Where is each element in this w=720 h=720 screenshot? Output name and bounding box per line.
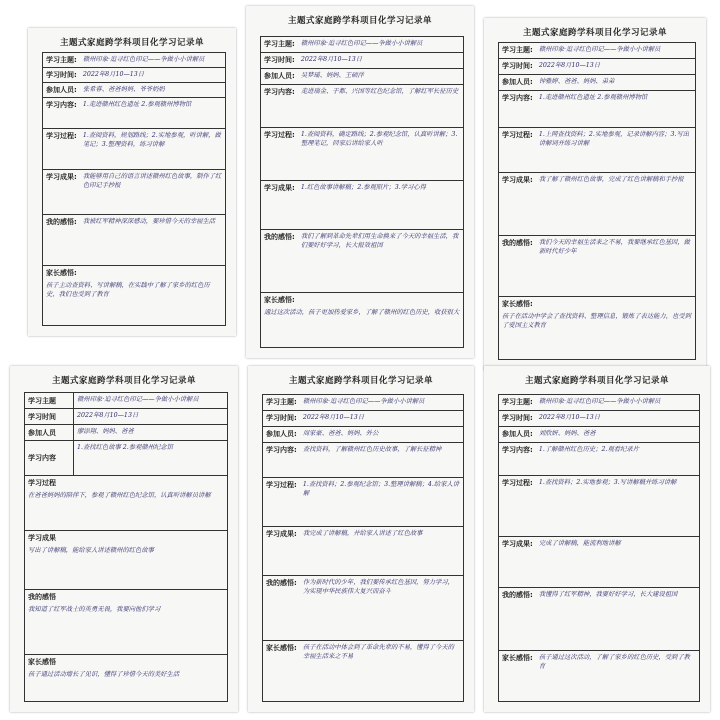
sheet-title: 主题式家庭跨学科项目化学习记录单 bbox=[522, 28, 667, 38]
label-participants: 参加人员: bbox=[46, 86, 77, 94]
row-outcome bbox=[43, 170, 225, 215]
value-participants: 周家豪、爸爸、妈妈、外公 bbox=[302, 430, 379, 437]
row-my-reflection bbox=[261, 230, 463, 293]
row-content bbox=[499, 91, 695, 128]
sheet-title: 主题式家庭跨学科项目化学习记录单 bbox=[51, 376, 196, 386]
row-process bbox=[499, 128, 695, 173]
label-content: 学习内容: bbox=[502, 94, 533, 102]
row-process bbox=[43, 129, 225, 170]
label-participants: 参加人员: bbox=[502, 430, 533, 438]
row-time bbox=[25, 409, 227, 425]
record-form bbox=[42, 52, 226, 326]
row-participants bbox=[263, 427, 463, 443]
row-outcome bbox=[499, 537, 699, 588]
row-outcome bbox=[499, 173, 695, 236]
value-content: 走进瑞金、于都、兴国等红色纪念馆，了解红军长征历史 bbox=[300, 88, 459, 95]
value-topic: 赣州印象·追寻红色印记——争做小小讲解员 bbox=[300, 40, 423, 47]
value-participants: 廖添翔、妈妈、爸爸 bbox=[77, 428, 134, 435]
label-outcome: 学习成果: bbox=[266, 530, 297, 538]
label-time: 学习时间 bbox=[25, 409, 74, 424]
value-outcome: 我了解了赣州红色故事，完成了红色讲解稿和手抄报 bbox=[538, 176, 684, 183]
label-participants: 参加人员: bbox=[264, 72, 295, 80]
row-parent-reflection bbox=[499, 651, 699, 701]
label-content: 学习内容 bbox=[25, 441, 74, 475]
row-topic bbox=[25, 393, 227, 409]
row-content bbox=[263, 443, 463, 478]
value-time: 2022年8月10—13日 bbox=[82, 71, 145, 78]
row-time bbox=[43, 68, 225, 83]
value-outcome: 我能够用自己的语言讲述赣州红色故事，制作了红色印记手抄报 bbox=[82, 173, 222, 190]
label-outcome: 学习成果: bbox=[264, 184, 295, 192]
value-my-reflection: 我们了解到革命先辈们用生命换来了今天的幸福生活，我们要好好学习，长大报效祖国 bbox=[300, 233, 459, 250]
row-participants bbox=[499, 75, 695, 91]
row-process bbox=[261, 128, 463, 181]
record-form bbox=[498, 394, 700, 702]
value-my-reflection: 我们今天的幸福生活来之不易，我要继承红色基因，做新时代好少年 bbox=[538, 239, 690, 256]
value-process: 1.查找资料；2.实地参观；3.写讲解稿并练习讲解 bbox=[538, 479, 677, 486]
value-topic: 赣州印象·追寻红色印记——争做小小讲解员 bbox=[538, 398, 661, 405]
row-participants bbox=[499, 427, 699, 443]
label-process: 学习过程: bbox=[502, 131, 533, 139]
value-participants: 张希睿、爸爸妈妈、爷爷奶奶 bbox=[82, 86, 165, 93]
row-time bbox=[261, 53, 463, 69]
row-topic bbox=[499, 43, 695, 59]
label-process: 学习过程 bbox=[28, 479, 56, 487]
value-my-reflection: 我知道了红军战士的英勇无畏，我要向他们学习 bbox=[28, 606, 161, 613]
label-content: 学习内容: bbox=[264, 88, 295, 96]
record-form bbox=[262, 394, 464, 702]
sheet-title: 主题式家庭跨学科项目化学习记录单 bbox=[288, 376, 433, 386]
value-time: 2022年8月10—13日 bbox=[77, 412, 139, 419]
row-my-reflection bbox=[43, 215, 225, 266]
value-time: 2022年8月10—13日 bbox=[538, 414, 601, 421]
row-topic bbox=[263, 395, 463, 411]
label-outcome: 学习成果: bbox=[46, 173, 77, 181]
row-participants bbox=[261, 69, 463, 85]
value-my-reflection: 我懂得了红军精神，我要好好学习，长大建设祖国 bbox=[538, 591, 678, 598]
record-form bbox=[24, 392, 228, 702]
row-time bbox=[499, 59, 695, 75]
value-participants: 钟雅婷、爸爸、妈妈、弟弟 bbox=[538, 78, 615, 85]
value-content: 1.查找红色故事 2.参观赣州纪念馆 bbox=[77, 444, 173, 451]
value-time: 2022年8月10—13日 bbox=[538, 62, 601, 69]
record-form bbox=[498, 42, 696, 360]
row-content bbox=[499, 443, 699, 476]
row-time bbox=[499, 411, 699, 427]
row-parent-reflection bbox=[263, 641, 463, 701]
record-sheet-5 bbox=[248, 366, 474, 712]
value-participants: 吴梦瑶、妈妈、王硕洋 bbox=[300, 72, 364, 79]
sheet-title: 主题式家庭跨学科项目化学习记录单 bbox=[59, 38, 204, 48]
label-parent-reflection: 家长感悟: bbox=[502, 654, 533, 662]
value-topic: 赣州印象·追寻红色印记——争做小小讲解员 bbox=[82, 56, 205, 63]
row-participants bbox=[25, 425, 227, 441]
value-topic: 赣州印象·追寻红色印记——争做小小讲解员 bbox=[302, 398, 425, 405]
value-outcome: 我完成了讲解稿，并给家人讲述了红色故事 bbox=[302, 530, 423, 537]
label-outcome: 学习成果: bbox=[502, 176, 533, 184]
label-outcome: 学习成果 bbox=[28, 534, 56, 542]
label-my-reflection: 我的感悟: bbox=[266, 579, 297, 587]
value-content: 查找资料，了解赣州红色历史故事，了解长征精神 bbox=[302, 446, 442, 453]
record-sheet-3 bbox=[484, 18, 706, 370]
value-parent-reflection: 孩子主动查资料、写讲解稿，在实践中了解了家乡的红色历史，我们也受到了教育 bbox=[46, 282, 210, 299]
record-sheet-1 bbox=[28, 28, 236, 336]
label-topic: 学习主题: bbox=[502, 46, 533, 54]
value-content: 1.走进赣州红色遗址 2.参观赣州博物馆 bbox=[82, 101, 192, 108]
value-my-reflection: 作为新时代的少年，我们要传承红色基因，努力学习，为实现中华民族伟大复兴而奋斗 bbox=[302, 579, 454, 596]
label-outcome: 学习成果: bbox=[502, 540, 533, 548]
row-my-reflection bbox=[499, 588, 699, 651]
row-participants bbox=[43, 83, 225, 98]
label-time: 学习时间: bbox=[502, 62, 533, 70]
label-parent-reflection: 家长感悟: bbox=[264, 296, 295, 304]
record-sheet-6 bbox=[484, 366, 710, 712]
value-my-reflection: 我被红军精神深深感动，要珍惜今天的幸福生活 bbox=[82, 218, 216, 225]
label-participants: 参加人员: bbox=[266, 430, 297, 438]
label-topic: 学习主题: bbox=[46, 56, 77, 64]
value-topic: 赣州印象·追寻红色印记——争做小小讲解员 bbox=[77, 396, 199, 403]
label-topic: 学习主题: bbox=[266, 398, 297, 406]
row-time bbox=[263, 411, 463, 427]
label-process: 学习过程: bbox=[502, 479, 533, 487]
label-content: 学习内容: bbox=[46, 101, 77, 109]
value-parent-reflection: 孩子通过这次活动，了解了家乡的红色历史，受到了教育 bbox=[538, 654, 690, 671]
label-parent-reflection: 家长感悟 bbox=[28, 658, 56, 666]
value-outcome: 完成了讲解稿，能流利地讲解 bbox=[538, 540, 621, 547]
row-my-reflection bbox=[499, 236, 695, 297]
row-process bbox=[263, 478, 463, 527]
record-form bbox=[260, 36, 464, 348]
sheet-title: 主题式家庭跨学科项目化学习记录单 bbox=[287, 16, 432, 26]
record-sheet-2 bbox=[246, 6, 474, 358]
row-outcome bbox=[261, 181, 463, 230]
label-process: 学习过程: bbox=[46, 132, 77, 140]
label-parent-reflection: 家长感悟: bbox=[502, 300, 533, 308]
value-process: 1.查阅资料，确定路线；2.参观纪念馆，认真听讲解；3.整理笔记，回家后讲给家人听 bbox=[300, 131, 458, 148]
value-content: 1.走进赣州红色遗址 2.参观赣州博物馆 bbox=[538, 94, 648, 101]
row-process bbox=[25, 476, 227, 531]
value-outcome: 1.红色故事讲解稿；2.参观照片；3.学习心得 bbox=[300, 184, 426, 191]
label-my-reflection: 我的感悟: bbox=[264, 233, 295, 241]
label-my-reflection: 我的感悟: bbox=[502, 239, 533, 247]
value-parent-reflection: 孩子在活动中体会到了革命先辈的不易，懂得了今天的幸福生活来之不易 bbox=[302, 644, 454, 661]
label-my-reflection: 我的感悟: bbox=[502, 591, 533, 599]
label-topic: 学习主题: bbox=[502, 398, 533, 406]
label-time: 学习时间: bbox=[264, 56, 295, 64]
value-time: 2022年8月10—13日 bbox=[300, 56, 363, 63]
label-participants: 参加人员: bbox=[502, 78, 533, 86]
row-parent-reflection bbox=[43, 266, 225, 325]
row-parent-reflection bbox=[261, 293, 463, 347]
value-content: 1.了解赣州红色历史；2.观看纪录片 bbox=[538, 446, 639, 453]
label-my-reflection: 我的感悟: bbox=[46, 218, 77, 226]
value-topic: 赣州印象·追寻红色印记——争做小小讲解员 bbox=[538, 46, 661, 53]
row-outcome bbox=[263, 527, 463, 576]
sheet-title: 主题式家庭跨学科项目化学习记录单 bbox=[524, 376, 669, 386]
label-time: 学习时间: bbox=[46, 71, 77, 79]
label-content: 学习内容: bbox=[502, 446, 533, 454]
label-time: 学习时间: bbox=[266, 414, 297, 422]
value-time: 2022年8月10—13日 bbox=[302, 414, 365, 421]
value-process: 在爸爸妈妈的陪伴下，参观了赣州红色纪念馆，认真听讲解员讲解 bbox=[28, 492, 211, 499]
value-outcome: 写出了讲解稿，能给家人讲述赣州的红色故事 bbox=[28, 547, 154, 554]
row-my-reflection bbox=[25, 590, 227, 655]
row-topic bbox=[261, 37, 463, 53]
label-my-reflection: 我的感悟 bbox=[28, 593, 56, 601]
row-content bbox=[25, 441, 227, 476]
label-process: 学习过程: bbox=[266, 481, 297, 489]
row-process bbox=[499, 476, 699, 537]
label-content: 学习内容: bbox=[266, 446, 297, 454]
label-participants: 参加人员 bbox=[25, 425, 74, 440]
value-parent-reflection: 通过这次活动，孩子更加热爱家乡，了解了赣州的红色历史，收获很大 bbox=[264, 309, 460, 316]
label-time: 学习时间: bbox=[502, 414, 533, 422]
row-parent-reflection bbox=[499, 297, 695, 359]
row-parent-reflection bbox=[25, 655, 227, 701]
label-parent-reflection: 家长感悟: bbox=[266, 644, 297, 652]
value-parent-reflection: 孩子通过活动增长了见识，懂得了珍惜今天的美好生活 bbox=[28, 671, 180, 678]
value-process: 1.上网查找资料；2.实地参观，记录讲解内容；3.写出讲解词并练习讲解 bbox=[538, 131, 690, 148]
row-content bbox=[43, 98, 225, 129]
row-topic bbox=[43, 53, 225, 68]
value-process: 1.查阅资料，规划路线；2.实地参观，听讲解，做笔记；3.整理资料，练习讲解 bbox=[82, 132, 221, 149]
row-topic bbox=[499, 395, 699, 411]
label-topic: 学习主题 bbox=[25, 393, 74, 408]
row-outcome bbox=[25, 531, 227, 590]
label-parent-reflection: 家长感悟: bbox=[46, 269, 77, 277]
label-process: 学习过程: bbox=[264, 131, 295, 139]
record-sheet-4 bbox=[10, 366, 238, 712]
label-topic: 学习主题: bbox=[264, 40, 295, 48]
row-my-reflection bbox=[263, 576, 463, 641]
value-parent-reflection: 孩子在活动中学会了查找资料、整理信息，锻炼了表达能力，也受到了爱国主义教育 bbox=[502, 313, 691, 330]
value-process: 1.查找资料；2.参观纪念馆；3.整理讲解稿；4.给家人讲解 bbox=[302, 481, 460, 498]
value-participants: 刘欣妍、妈妈、爸爸 bbox=[538, 430, 596, 437]
row-content bbox=[261, 85, 463, 128]
